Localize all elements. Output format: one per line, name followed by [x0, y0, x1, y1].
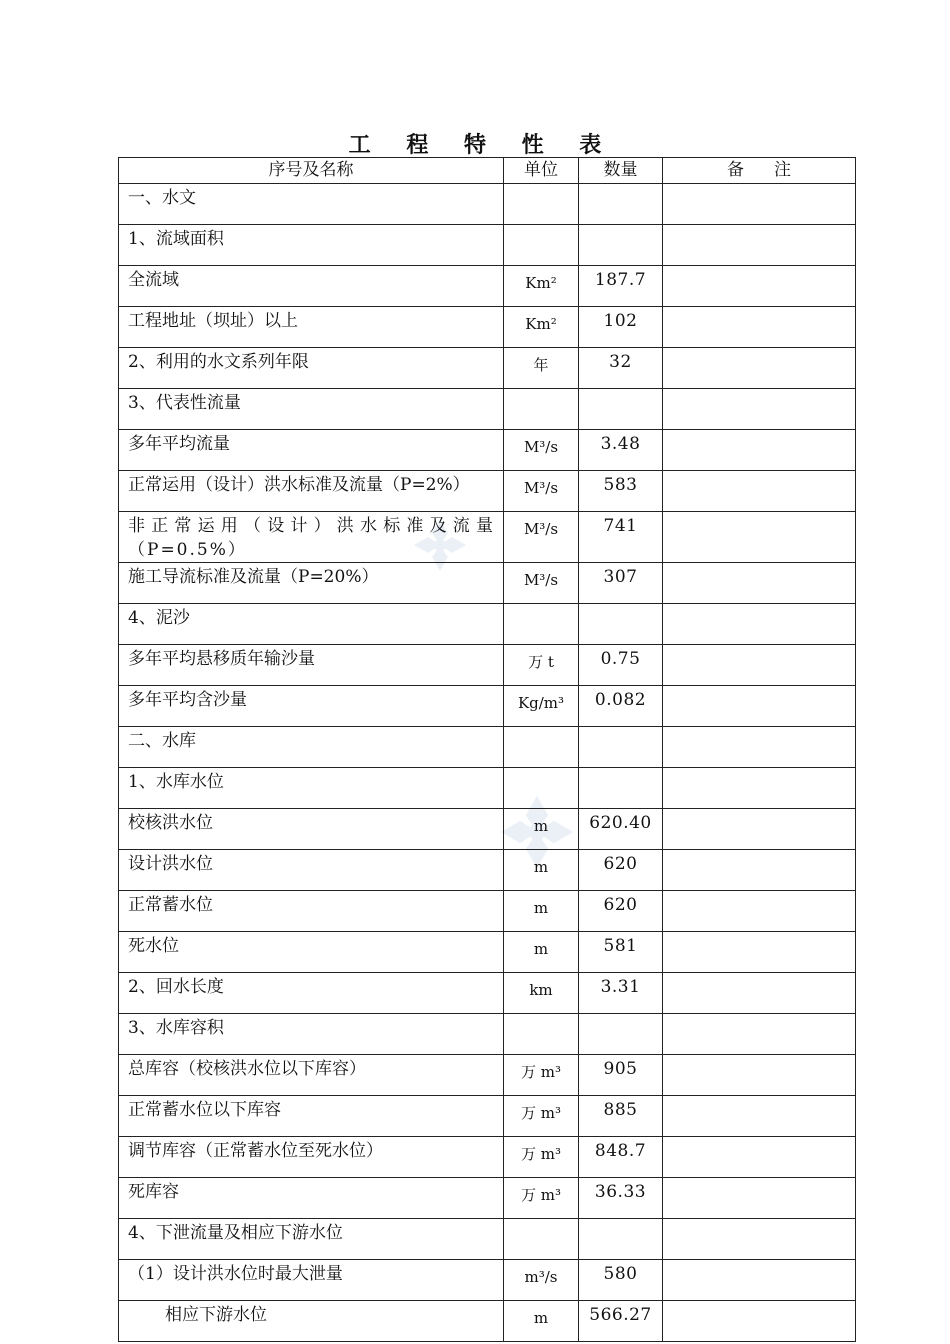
row-unit	[504, 727, 579, 768]
row-unit	[504, 184, 579, 225]
row-quantity: 32	[579, 348, 663, 389]
row-quantity	[579, 184, 663, 225]
table-row	[119, 891, 856, 932]
row-unit	[504, 389, 579, 430]
table-row	[119, 512, 856, 563]
row-note	[663, 973, 856, 1014]
row-unit	[504, 768, 579, 809]
row-note	[663, 1096, 856, 1137]
row-unit: 万 t	[504, 645, 579, 686]
row-name: 多年平均含沙量	[119, 686, 504, 727]
table-row	[119, 850, 856, 891]
row-quantity: 566.27	[579, 1301, 663, 1342]
table-row	[119, 1137, 856, 1178]
row-unit: 万 m³	[504, 1096, 579, 1137]
row-note	[663, 604, 856, 645]
row-name: 设计洪水位	[119, 850, 504, 891]
row-note	[663, 1178, 856, 1219]
row-quantity: 307	[579, 563, 663, 604]
row-note	[663, 727, 856, 768]
row-quantity: 581	[579, 932, 663, 973]
row-unit: km	[504, 973, 579, 1014]
table-row	[119, 266, 856, 307]
row-name: 相应下游水位	[119, 1301, 504, 1342]
table-row	[119, 932, 856, 973]
row-note	[663, 1260, 856, 1301]
row-unit: 万 m³	[504, 1055, 579, 1096]
table-row	[119, 348, 856, 389]
row-quantity: 187.7	[579, 266, 663, 307]
row-unit: m³/s	[504, 1260, 579, 1301]
row-unit: m	[504, 850, 579, 891]
table-row	[119, 604, 856, 645]
row-name: 校核洪水位	[119, 809, 504, 850]
row-unit	[504, 1014, 579, 1055]
row-unit: Km²	[504, 266, 579, 307]
row-name: 2、利用的水文系列年限	[119, 348, 504, 389]
row-quantity: 848.7	[579, 1137, 663, 1178]
table-row	[119, 563, 856, 604]
table-row	[119, 1219, 856, 1260]
row-name: 正常蓄水位以下库容	[119, 1096, 504, 1137]
row-quantity	[579, 727, 663, 768]
row-quantity: 3.31	[579, 973, 663, 1014]
row-name: 调节库容（正常蓄水位至死水位）	[119, 1137, 504, 1178]
row-name: 1、流域面积	[119, 225, 504, 266]
row-unit	[504, 604, 579, 645]
row-note	[663, 563, 856, 604]
row-unit: M³/s	[504, 563, 579, 604]
row-note	[663, 348, 856, 389]
row-name: （1）设计洪水位时最大泄量	[119, 1260, 504, 1301]
table-row	[119, 645, 856, 686]
row-name: 正常运用（设计）洪水标准及流量（P=2%）	[119, 471, 504, 512]
row-quantity: 3.48	[579, 430, 663, 471]
page-title: 工 程 特 性 表	[348, 133, 616, 158]
row-note	[663, 645, 856, 686]
row-note	[663, 512, 856, 563]
row-unit	[504, 225, 579, 266]
row-quantity: 583	[579, 471, 663, 512]
row-unit: m	[504, 932, 579, 973]
row-unit: 万 m³	[504, 1178, 579, 1219]
row-note	[663, 932, 856, 973]
row-name: 4、下泄流量及相应下游水位	[119, 1219, 504, 1260]
header-name: 序号及名称	[119, 158, 504, 184]
row-note	[663, 225, 856, 266]
row-unit: M³/s	[504, 512, 579, 563]
header-unit: 单位	[504, 158, 579, 184]
row-name: 正常蓄水位	[119, 891, 504, 932]
row-quantity	[579, 225, 663, 266]
row-quantity: 102	[579, 307, 663, 348]
row-unit: 万 m³	[504, 1137, 579, 1178]
table-row	[119, 809, 856, 850]
row-note	[663, 389, 856, 430]
row-name: 2、回水长度	[119, 973, 504, 1014]
table-row	[119, 184, 856, 225]
row-quantity: 620	[579, 891, 663, 932]
row-quantity: 905	[579, 1055, 663, 1096]
table-row	[119, 973, 856, 1014]
table-row	[119, 1096, 856, 1137]
row-name: 施工导流标准及流量（P=20%）	[119, 563, 504, 604]
row-name: 1、水库水位	[119, 768, 504, 809]
row-quantity	[579, 1014, 663, 1055]
table-row	[119, 1014, 856, 1055]
row-name: 一、水文	[119, 184, 504, 225]
row-quantity	[579, 1219, 663, 1260]
row-note	[663, 850, 856, 891]
row-quantity: 885	[579, 1096, 663, 1137]
row-note	[663, 1219, 856, 1260]
row-quantity: 36.33	[579, 1178, 663, 1219]
row-note	[663, 768, 856, 809]
table-row	[119, 430, 856, 471]
characteristics-table	[118, 157, 856, 1342]
row-note	[663, 1137, 856, 1178]
row-name: 工程地址（坝址）以上	[119, 307, 504, 348]
table-row	[119, 1178, 856, 1219]
row-quantity: 620.40	[579, 809, 663, 850]
table-row	[119, 1301, 856, 1342]
row-quantity	[579, 604, 663, 645]
table-row	[119, 1260, 856, 1301]
row-name: 死库容	[119, 1178, 504, 1219]
row-unit: M³/s	[504, 471, 579, 512]
row-name: 3、水库容积	[119, 1014, 504, 1055]
row-note	[663, 1055, 856, 1096]
table-row	[119, 727, 856, 768]
row-name: 非正常运用（设计）洪水标准及流量（P=0.5%）	[119, 512, 504, 563]
row-name: 总库容（校核洪水位以下库容）	[119, 1055, 504, 1096]
table-row	[119, 471, 856, 512]
row-quantity: 0.75	[579, 645, 663, 686]
row-name: 4、泥沙	[119, 604, 504, 645]
row-note	[663, 471, 856, 512]
row-name: 多年平均悬移质年输沙量	[119, 645, 504, 686]
row-unit: Kg/m³	[504, 686, 579, 727]
row-unit: m	[504, 1301, 579, 1342]
row-unit	[504, 1219, 579, 1260]
row-quantity	[579, 389, 663, 430]
table-row	[119, 686, 856, 727]
row-quantity: 0.082	[579, 686, 663, 727]
table-row	[119, 768, 856, 809]
table-row	[119, 225, 856, 266]
row-unit: m	[504, 891, 579, 932]
row-note	[663, 430, 856, 471]
row-note	[663, 1014, 856, 1055]
row-unit: 年	[504, 348, 579, 389]
row-name: 3、代表性流量	[119, 389, 504, 430]
table-header-row	[119, 158, 856, 184]
row-note	[663, 307, 856, 348]
row-name: 死水位	[119, 932, 504, 973]
row-name: 全流域	[119, 266, 504, 307]
row-note	[663, 184, 856, 225]
table-row	[119, 307, 856, 348]
row-note	[663, 266, 856, 307]
table-row	[119, 389, 856, 430]
row-quantity: 620	[579, 850, 663, 891]
row-unit: m	[504, 809, 579, 850]
header-quantity: 数量	[579, 158, 663, 184]
row-quantity: 741	[579, 512, 663, 563]
row-quantity: 580	[579, 1260, 663, 1301]
row-name: 二、水库	[119, 727, 504, 768]
row-quantity	[579, 768, 663, 809]
row-name: 多年平均流量	[119, 430, 504, 471]
table-row	[119, 1055, 856, 1096]
row-unit: M³/s	[504, 430, 579, 471]
row-note	[663, 1301, 856, 1342]
row-note	[663, 686, 856, 727]
row-note	[663, 809, 856, 850]
header-note: 备注	[663, 158, 856, 184]
row-unit: Km²	[504, 307, 579, 348]
row-note	[663, 891, 856, 932]
